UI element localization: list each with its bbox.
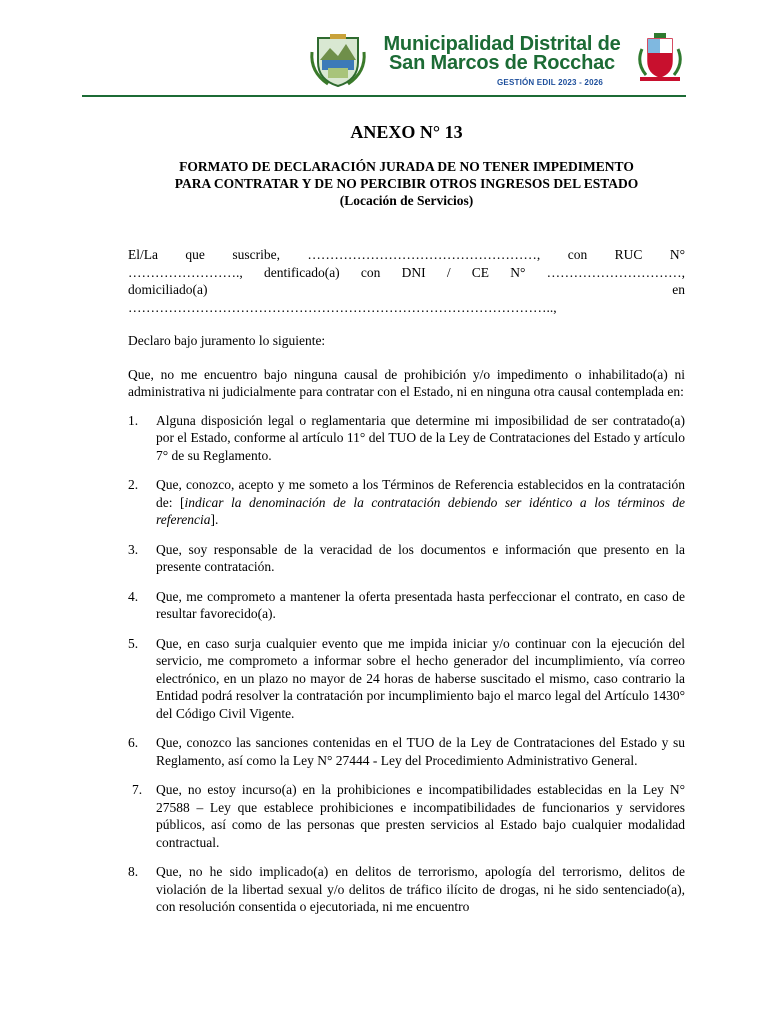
signatory-line-4: ………………………………………………………………………………….., [128, 299, 557, 315]
list-item-number: 4. [128, 588, 139, 604]
signatory-line-3: domiciliado(a) en [128, 282, 685, 297]
list-item [128, 412, 685, 465]
list-item [128, 635, 685, 723]
list-item-number: 6. [128, 735, 139, 750]
list-item-text: Que, no estoy incurso(a) en la prohibiciones e incompatibilidades establecidas en la Ley N° 27588 – Ley que establece prohibiciones e incompatibilidades de funcionarios y servidores públicos, así como de las personas que presten servicios al Estado bajo cualquier modalidad contractual. [156, 782, 685, 850]
municipal-crest-logo [308, 32, 368, 88]
list-item-text-end: ]. [210, 512, 219, 527]
peru-coat-of-arms-logo [636, 31, 684, 83]
declaration-statement: Declaro bajo juramento lo siguiente: [128, 333, 326, 348]
letterhead [0, 0, 768, 100]
list-item-text: Que, me comprometo a mantener la oferta presentada hasta perfeccionar el contrato, en caso de resultar favorecido(a). [156, 588, 685, 621]
list-item-text: Que, soy responsable de la veracidad de los documentos e información que presento en la presente contratación. [156, 541, 685, 574]
administration-period: GESTIÓN EDIL 2023 - 2026 [496, 78, 604, 87]
signatory-line-1: El/La que suscribe, ……………………………………………, con RUC N° [128, 247, 685, 262]
organization-name [372, 35, 632, 73]
list-item-text: Que, no he sido implicado(a) en delitos de terrorismo, apología del terrorismo, delitos de violación de la libertad sexual y/o delitos de tráfico ilícito de drogas, ni he sido sentenciado(a), con resolución consentida o ejecutoriada, ni me encuentro [156, 864, 685, 914]
list-item-number: 2. [128, 477, 139, 492]
signatory-line-2: ……………………., dentificado(a) con DNI / CE N° …………………………, [128, 264, 685, 280]
annex-number: ANEXO N° 13 [350, 122, 463, 142]
title-line-3: (Locación de Servicios) [339, 193, 474, 208]
list-item-number: 5. [128, 635, 139, 651]
org-name-line2: San Marcos de Rocchac [389, 52, 615, 74]
header-divider [82, 95, 686, 97]
list-item-text: Que, conozco, acepto y me someto a los Términos de Referencia establecidos en la contratación de: [ [156, 477, 685, 510]
title-line-1: FORMATO DE DECLARACIÓN JURADA DE NO TENER IMPEDIMENTO [179, 159, 634, 174]
list-item [128, 588, 685, 623]
declaration-list [128, 412, 685, 916]
org-name-line1: Municipalidad Distrital de [383, 33, 621, 55]
list-item-number: 1. [128, 412, 139, 428]
list-item [128, 476, 685, 529]
list-item-italic-text: indicar la denominación de la contratación debiendo ser idéntico a los términos de referencia [156, 494, 685, 527]
list-item [128, 863, 685, 916]
list-item [128, 541, 685, 576]
list-item-text: Que, en caso surja cualquier evento que me impida iniciar y/o continuar con la ejecución del servicio, me comprometo a informar sobre el hecho generador del incumplimiento, vía correo electrónico, en un plazo no mayor de 24 horas de haberse suscitado el mismo, caso contrario la Entidad podrá resolver la contratación por incumplimiento bajo el marco legal del Artículo 1430° del Código Civil Vigente. [156, 635, 685, 721]
document-body [128, 246, 685, 916]
list-item-text: Alguna disposición legal o reglamentaria que determine mi imposibilidad de ser contratado(a) por el Estado, conforme al artículo 11° del TUO de la Ley de Contrataciones del Estado y artículo 7° de su Reglamento. [156, 412, 685, 463]
document-title-block [128, 122, 685, 209]
list-item-number: 7. [132, 782, 143, 797]
list-item-text: Que, conozco las sanciones contenidas en el TUO de la Ley de Contrataciones del Estado y su Reglamento, así como la Ley N° 27444 - Ley del Procedimiento Administrativo General. [156, 735, 685, 768]
title-line-2: PARA CONTRATAR Y DE NO PERCIBIR OTROS INGRESOS DEL ESTADO [174, 176, 639, 191]
list-item [128, 781, 685, 851]
list-item-number: 8. [128, 864, 139, 879]
list-item [128, 734, 685, 769]
form-title [128, 158, 685, 209]
declaration-paragraph: Que, no me encuentro bajo ninguna causal de prohibición y/o impedimento o inhabilitado(a) ni administrativa ni judicialmente para contratar con el Estado, ni en ninguna otra causal contemplada en: [128, 366, 685, 399]
signatory-identification [128, 246, 685, 316]
list-item-number: 3. [128, 541, 139, 557]
